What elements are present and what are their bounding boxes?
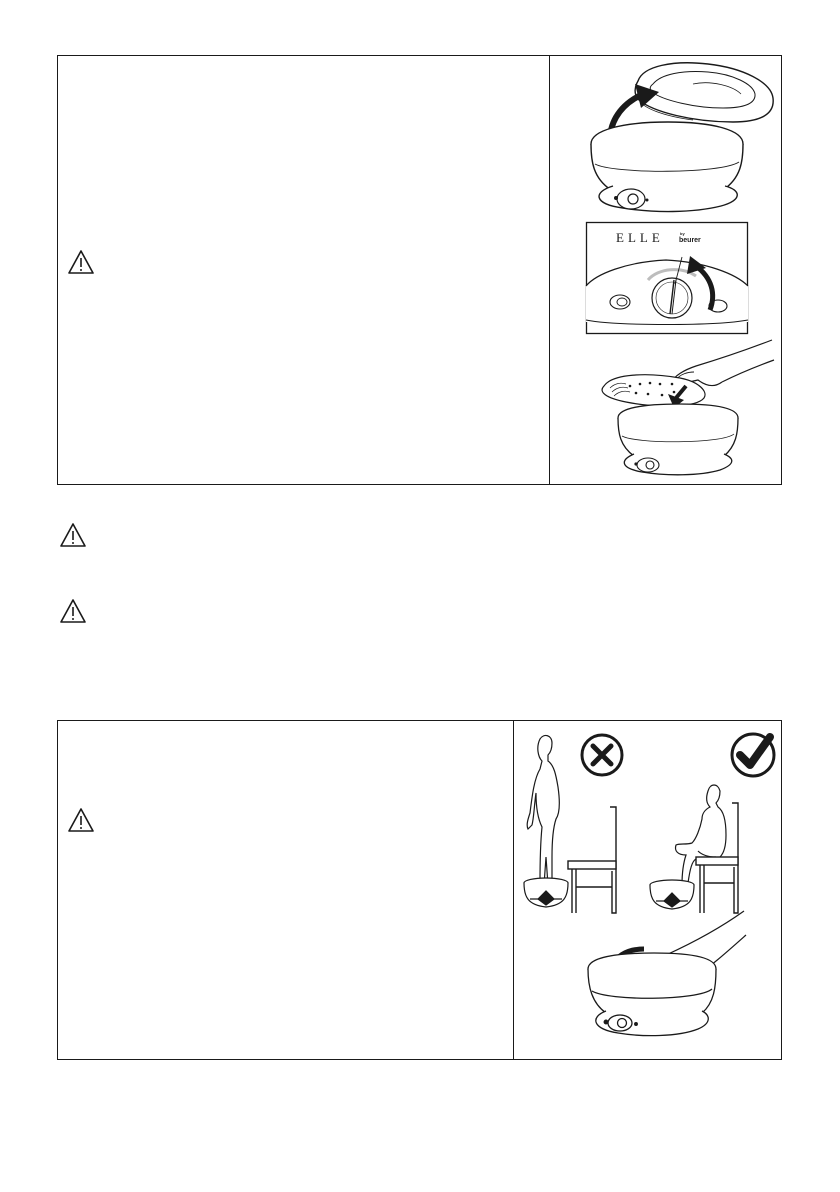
warning-triangle-icon: [67, 249, 95, 275]
power-button-graphic: [610, 295, 630, 309]
control-dial-illustration: [586, 222, 748, 334]
insert-tray-illustration: [576, 338, 776, 483]
standing-person-graphic: [527, 736, 559, 885]
cross-circle-icon: [582, 735, 622, 775]
warning-triangle-icon: [59, 522, 87, 548]
sitting-usage-illustration: [648, 727, 778, 917]
panel-2-divider: [513, 721, 514, 1059]
brand-logo: ELLE: [616, 230, 664, 245]
instruction-panel-2: [57, 720, 782, 1060]
lid-removal-illustration: [583, 56, 783, 216]
seated-person-graphic: [675, 785, 726, 885]
hand-graphic: [672, 340, 774, 386]
brand-maker: beurer: [679, 237, 701, 244]
foot-spa-graphic: [650, 880, 694, 909]
foot-spa-basin-graphic: [591, 122, 743, 212]
checkmark-circle-icon: [732, 734, 774, 776]
brand-co: by: [680, 231, 685, 236]
foot-spa-basin-graphic: [588, 953, 716, 1036]
hand-on-basin-illustration: [548, 907, 748, 1047]
standing-usage-illustration: [520, 727, 650, 917]
instruction-panel-1: [57, 55, 782, 485]
panel-1-divider: [549, 56, 550, 484]
warning-triangle-icon: [67, 807, 95, 833]
warning-triangle-icon: [59, 598, 87, 624]
foot-spa-graphic: [524, 878, 568, 907]
chair-graphic: [568, 807, 616, 913]
foot-spa-basin-graphic: [618, 404, 738, 475]
